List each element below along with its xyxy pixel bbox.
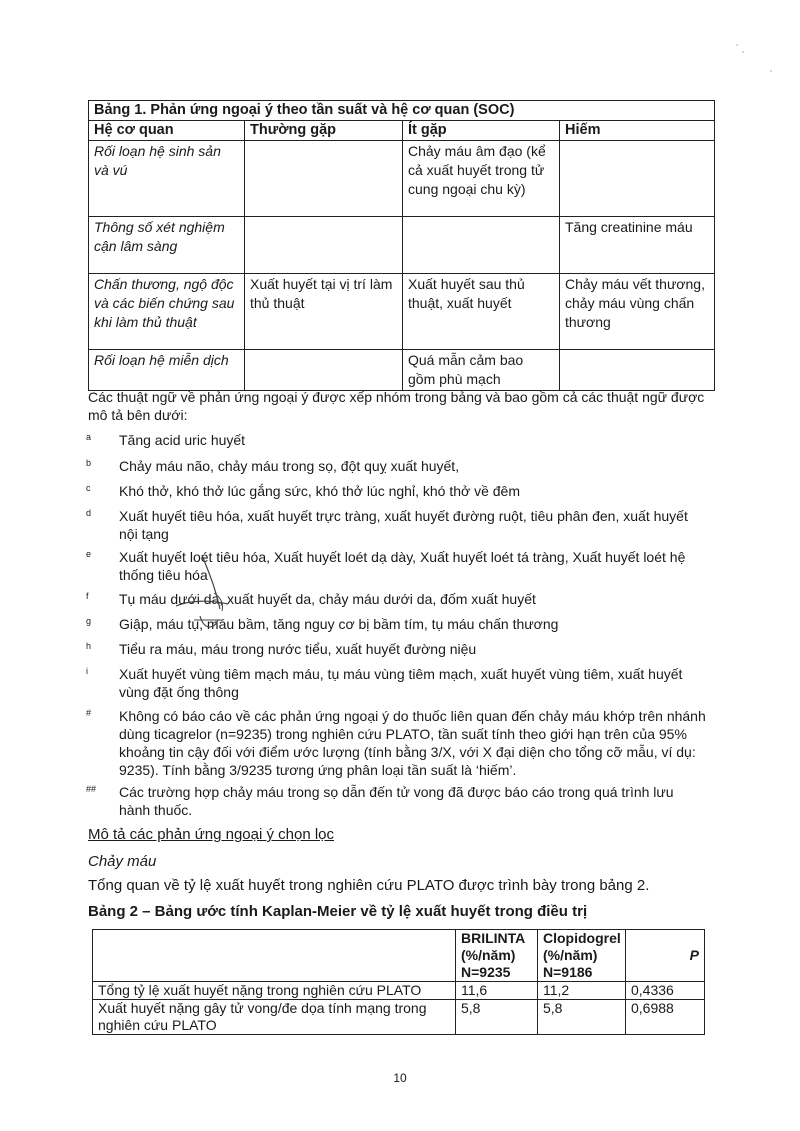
footnote [86,783,706,819]
table2-cell: Xuất huyết nặng gây tử vong/đe dọa tính mạng trong nghiên cứu PLATO [93,1000,456,1035]
adverse-reactions-table [88,100,715,391]
table-row [89,274,715,350]
table1-cell: Chấn thương, ngộ độc và các biến chứng sau khi làm thủ thuật [89,274,245,350]
footnote-mark: c [86,483,91,493]
table1-cell: Rối loạn hệ sinh sản và vú [89,141,245,217]
table2-cell: 11,2 [538,982,626,1000]
scan-speck [770,70,772,72]
footnote-mark: g [86,616,92,626]
table2-cell: 0,6988 [626,1000,705,1035]
header-line: BRILINTA [461,930,526,946]
table1-cell: Chảy máu vết thương, chảy máu vùng chấn thương [560,274,715,350]
table-row [89,141,715,217]
table1-cell: Rối loạn hệ miễn dịch [89,350,245,391]
table1-cell [245,350,403,391]
pen-mark-icon [170,590,240,632]
footnote [86,665,706,701]
page-number: 10 [393,1071,407,1085]
scan-speck [742,51,744,53]
footnote-text: Khó thở, khó thở lúc gắng sức, khó thở lúc nghỉ, khó thở về đêm [119,483,520,499]
footnote-text: Giập, máu tụ, máu bầm, tăng nguy cơ bị bầm tím, tụ máu chấn thương [119,616,559,632]
table1-header-row [89,121,715,141]
footnote-text: Tụ máu dưới da, xuất huyết da, chảy máu dưới da, đốm xuất huyết [119,591,536,607]
table2-cell: 5,8 [538,1000,626,1035]
subsection-heading: Chảy máu [88,853,157,870]
table-row [89,217,715,274]
table1-cell [245,141,403,217]
footnote-text: Xuất huyết vùng tiêm mạch máu, tụ máu vùng tiêm mạch, xuất huyết vùng tiêm, xuất huyết vùng đặt ống thông [119,666,683,700]
footnote-mark: # [86,708,92,718]
table2-cell: 5,8 [456,1000,538,1035]
footnote-mark: i [86,666,88,676]
table2-intro: Tổng quan về tỷ lệ xuất huyết trong nghiên cứu PLATO được trình bày trong bảng 2. [88,877,650,894]
footnote-mark: d [86,508,92,518]
bleeding-rates-table [92,929,705,1035]
table1-cell: Xuất huyết tại vị trí làm thủ thuật [245,274,403,350]
table1-header-cell: Hệ cơ quan [89,121,245,141]
table1-cell [245,217,403,274]
footnote-mark: b [86,458,92,468]
footnote [86,640,706,658]
footnote-text: Xuất huyết tiêu hóa, xuất huyết trực tràng, xuất huyết đường ruột, tiêu phân đen, xuất huyết nội tạng [119,508,688,542]
footnote-mark: ## [86,784,97,794]
table1-cell: Chảy máu âm đạo (kể cả xuất huyết trong tử cung ngoại chu kỳ) [403,141,560,217]
footnote [86,482,706,500]
footnote-mark: f [86,591,89,601]
table1-caption: Bảng 1. Phản ứng ngoại ý theo tần suất và hệ cơ quan (SOC) [89,101,715,121]
footnote-text: Tiểu ra máu, máu trong nước tiểu, xuất huyết đường niệu [119,641,477,657]
footnote-mark: a [86,432,92,442]
table1-header-cell: Thường gặp [245,121,403,141]
table-row [93,982,705,1000]
table2-header-cell [93,930,456,982]
table2-header-row [93,930,705,982]
table-row [89,350,715,391]
table1-cell: Quá mẫn cảm bao gồm phù mạch [403,350,560,391]
footnote-text: Chảy máu não, chảy máu trong sọ, đột quỵ xuất huyết, [119,458,460,474]
table1-header-cell: Hiếm [560,121,715,141]
footnote-text: Không có báo cáo về các phản ứng ngoại ý do thuốc liên quan đến chảy máu khớp trên nhánh dùng ticagrelor (n=9235) trong nghiên cứu PLATO, tần suất tính theo giới hạn trên của 95% khoảng tin cậy đối với điểm ước lượng (tính bằng 3/X, với X đại diện cho tổng cỡ mẫu, ví dụ: 9235). Tính bằng 3/9235 tương ứng phân loại tần suất là ‘hiếm’. [119,708,706,778]
table1-cell [560,350,715,391]
footnote [86,548,706,584]
footnote-text: Các trường hợp chảy máu trong sọ dẫn đến tử vong đã được báo cáo trong quá trình lưu hành thuốc. [119,784,674,818]
footnote-mark: e [86,549,92,559]
footnote-text: Tăng acid uric huyết [119,432,246,448]
footnote [86,457,706,475]
scan-speck [736,44,738,46]
table2-cell: 11,6 [456,982,538,1000]
footnote [86,431,706,449]
header-line: (%/năm) [461,947,516,963]
section-heading: Mô tả các phản ứng ngoại ý chọn lọc [88,826,335,843]
table1-cell: Thông số xét nghiệm cận lâm sàng [89,217,245,274]
table1-cell: Tăng creatinine máu [560,217,715,274]
header-line: N=9186 [543,964,593,980]
table2-cell: Tổng tỷ lệ xuất huyết nặng trong nghiên cứu PLATO [93,982,456,1000]
terms-intro: Các thuật ngữ về phản ứng ngoại ý được xếp nhóm trong bảng và bao gồm cả các thuật ngữ được mô tả bên dưới: [88,389,705,423]
header-line: N=9235 [461,964,511,980]
table1-header-cell: Ít gặp [403,121,560,141]
table2-header-cell [538,930,626,982]
table1-cell [560,141,715,217]
footnote [86,707,706,779]
table-row [93,1000,705,1035]
footnote-mark: h [86,641,92,651]
table2-header-cell: P [626,930,705,982]
table2-caption: Bảng 2 – Bảng ước tính Kaplan-Meier về tỷ lệ xuất huyết trong điều trị [88,903,588,920]
footnote-text: Xuất huyết loét tiêu hóa, Xuất huyết loét dạ dày, Xuất huyết loét tá tràng, Xuất huyết loét hệ thống tiêu hóa [119,549,686,583]
table1-cell [403,217,560,274]
table2-header-cell [456,930,538,982]
table1-caption-row [89,101,715,121]
header-line: (%/năm) [543,947,598,963]
table1-cell: Xuất huyết sau thủ thuật, xuất huyết [403,274,560,350]
footnote [86,507,706,543]
header-line: Clopidogrel [543,930,621,946]
table2-cell: 0,4336 [626,982,705,1000]
